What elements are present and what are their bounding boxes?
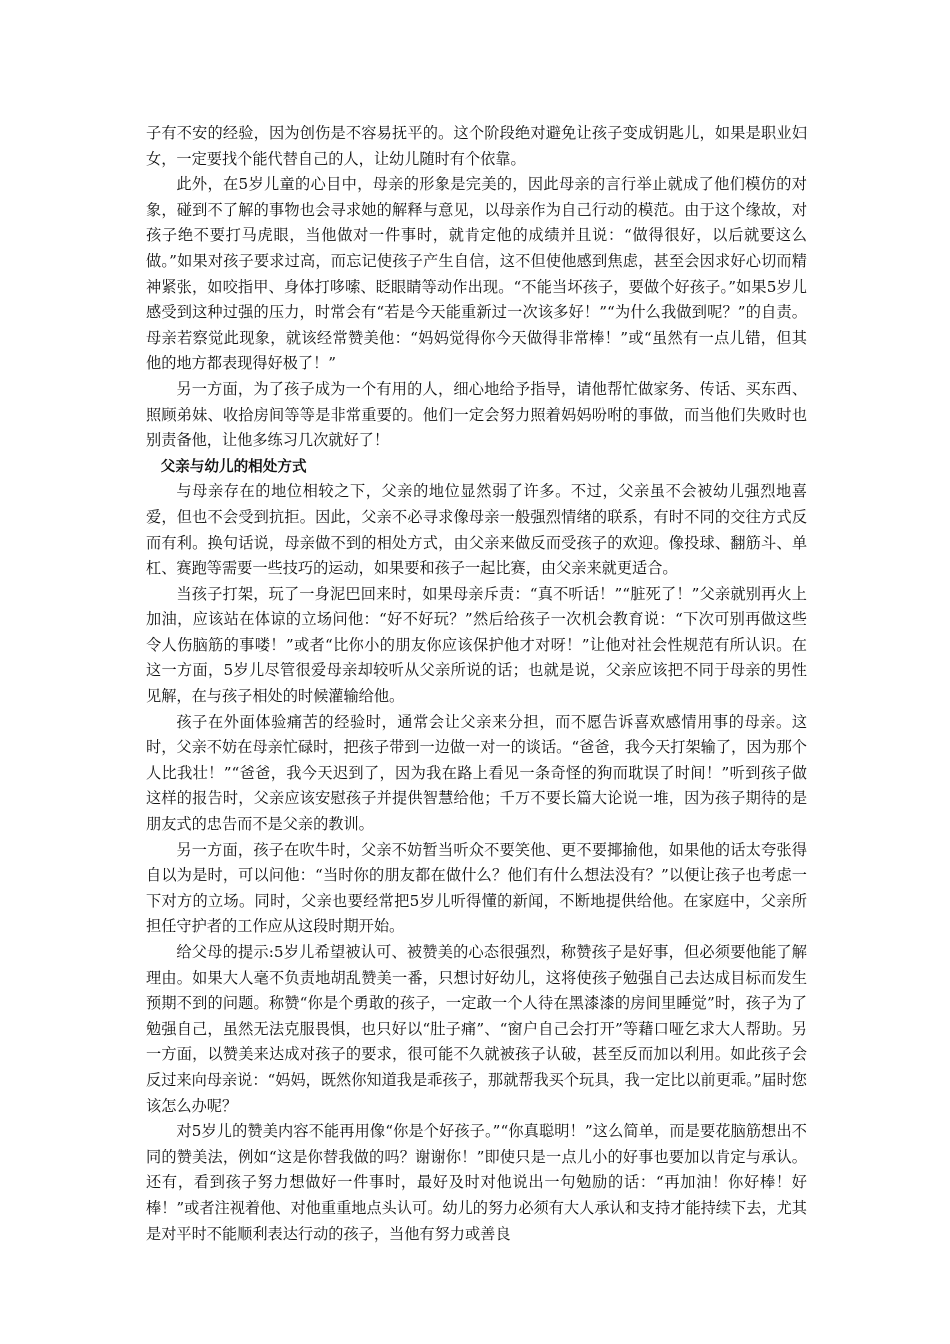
- paragraph-father-bragging: 另一方面，孩子在吹牛时，父亲不妨暂当听众不要笑他、更不要揶揄他，如果他的话太夸张得自以为是时，可以问他：“当时你的朋友都在做什么？他们有什么想法没有？”以便让孩子也考虑一下对方的立场。同时，父亲也要经常把5岁儿听得懂的新闻，不断地提供给他。在家庭中，父亲所担任守护者的工作应从这段时期开始。: [146, 840, 807, 936]
- paragraph-continuation: 子有不安的经验，因为创伤是不容易抚平的。这个阶段绝对避免让孩子变成钥匙儿，如果是职业妇女，一定要找个能代替自己的人，让幼儿随时有个依靠。: [146, 124, 807, 168]
- paragraph-father-norms: 当孩子打架，玩了一身泥巴回来时，如果母亲斥责：“真不听话！”“脏死了！”父亲就别再火上加油，应该站在体谅的立场问他：“好不好玩？”然后给孩子一次机会教育说：“下次可别再做这些令人伤脑筋的事喽！”或者“比你小的朋友你应该保护他才对呀！”让他对社会性规范有所认识。在这一方面，5岁儿尽管很爱母亲却较听从父亲所说的话；也就是说，父亲应该把不同于母亲的男性见解，在与孩子相处的时候灌输给他。: [146, 584, 807, 706]
- document-page: [146, 121, 807, 1247]
- paragraph-mother-image: 此外，在5岁儿童的心目中，母亲的形象是完美的，因此母亲的言行举止就成了他们模仿的对象，碰到不了解的事物也会寻求她的解释与意见，以母亲作为自己行动的模范。由于这个缘故，对孩子绝不要打马虎眼，当他做对一件事时，就肯定他的成绩并且说：“做得很好，以后就要这么做。”如果对孩子要求过高，而忘记使孩子产生自信，这不但使他感到焦虑，甚至会因求好心切而精神紧张，如咬指甲、身体打哆嗦、眨眼睛等动作出现。“不能当坏孩子，要做个好孩子。”如果5岁儿感受到这种过强的压力，时常会有“若是今天能重新过一次该多好！”“为什么我做到呢？”的自责。母亲若察觉此现象，就该经常赞美他：“妈妈觉得你今天做得非常棒！”或“虽然有一点儿错，但其他的地方都表现得好极了！”: [146, 175, 807, 373]
- paragraph-parent-tips: 给父母的提示:5岁儿希望被认可、被赞美的心态很强烈，称赞孩子是好事，但必须要他能了解理由。如果大人毫不负责地胡乱赞美一番，只想讨好幼儿，这将使孩子勉强自己去达成目标而发生预期不到的问题。称赞“你是个勇敢的孩子，一定敢一个人待在黑漆漆的房间里睡觉”时，孩子为了勉强自己，虽然无法克服畏惧，也只好以“肚子痛”、“窗户自己会打开”等藉口哑乞求大人帮助。另一方面，以赞美来达成对孩子的要求，很可能不久就被孩子认破，甚至反而加以利用。如此孩子会反过来向母亲说：“妈妈，既然你知道我是乖孩子，那就帮我买个玩具，我一定比以前更乖。”届时您该怎么办呢？: [146, 943, 807, 1115]
- paragraph-praise: 对5岁儿的赞美内容不能再用像“你是个好孩子。”“你真聪明！”这么简单，而是要花脑筋想出不同的赞美法，例如“这是你替我做的吗？谢谢你！”即使只是一点儿小的好事也要加以肯定与承认。还有，看到孩子努力想做好一件事时，最好及时对他说出一句勉励的话：“再加油！你好棒！好棒！”或者注视着他、对他重重地点头认可。幼儿的努力必须有大人承认和支持才能持续下去，尤其是对平时不能顺利表达行动的孩子，当他有努力或善良: [146, 1122, 807, 1243]
- paragraph-father-role: 与母亲存在的地位相较之下，父亲的地位显然弱了许多。不过，父亲虽不会被幼儿强烈地喜爱，但也不会受到抗拒。因此，父亲不必寻求像母亲一般强烈情绪的联系，有时不同的交往方式反而有利。换句话说，母亲做不到的相处方式，由父亲来做反而受孩子的欢迎。像投球、翻筋斗、单杠、赛跑等需要一些技巧的运动，如果要和孩子一起比赛，由父亲来就更适合。: [146, 482, 807, 578]
- paragraph-mother-guidance: 另一方面，为了孩子成为一个有用的人，细心地给予指导，请他帮忙做家务、传话、买东西、照顾弟妹、收拾房间等等是非常重要的。他们一定会努力照着妈妈吩咐的事做，而当他们失败时也别责备他，让他多练习几次就好了！: [146, 379, 807, 450]
- paragraph-father-listening: 孩子在外面体验痛苦的经验时，通常会让父亲来分担，而不愿告诉喜欢感情用事的母亲。这时，父亲不妨在母亲忙碌时，把孩子带到一边做一对一的谈话。“爸爸，我今天打架输了，因为那个人比我壮！”“爸爸，我今天迟到了，因为我在路上看见一条奇怪的狗而耽误了时间！”听到孩子做这样的报告时，父亲应该安慰孩子并提供智慧给他；千万不要长篇大论说一堆，因为孩子期待的是朋友式的忠告而不是父亲的教训。: [146, 712, 807, 834]
- section-heading: 父亲与幼儿的相处方式: [160, 457, 307, 475]
